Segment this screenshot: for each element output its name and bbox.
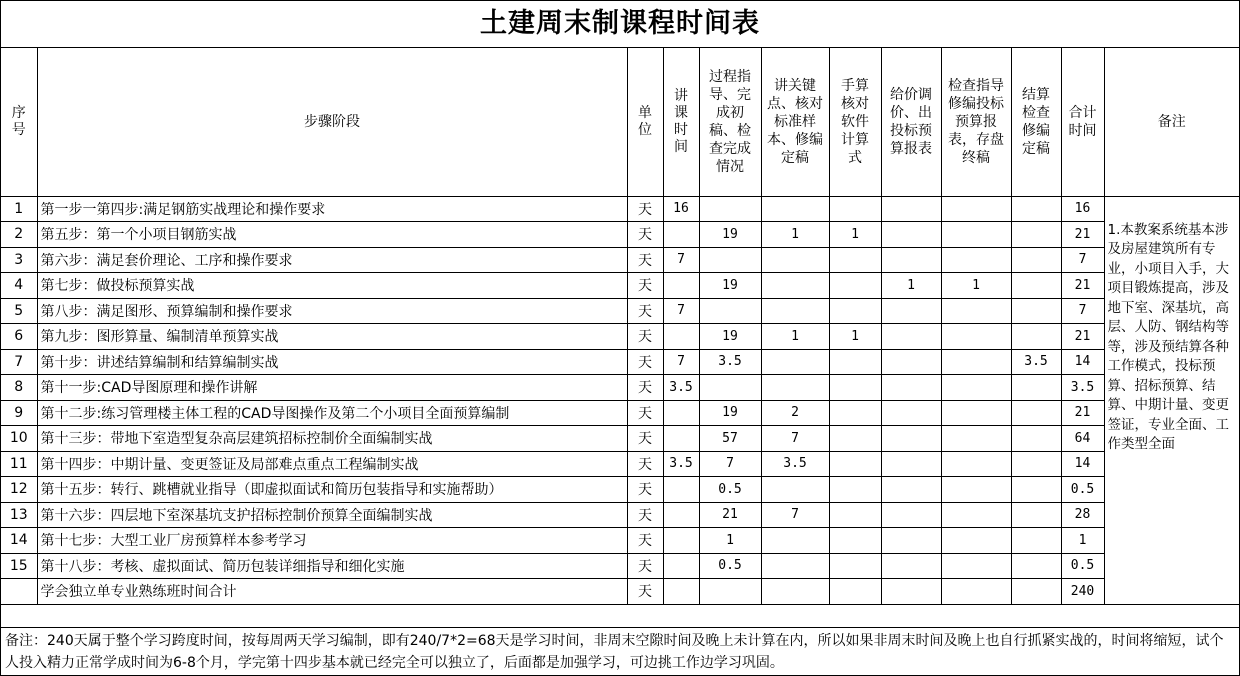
cell-total: 1 [1061, 528, 1104, 554]
cell-pricing [881, 528, 941, 554]
table-row [1, 502, 1239, 528]
cell-total: 3.5 [1061, 375, 1104, 401]
cell-settlement [1011, 553, 1061, 579]
cell-manual-check [829, 451, 881, 477]
schedule-body [1, 48, 1239, 604]
cell-step: 第十六步：四层地下室深基坑支护招标控制价预算全面编制实战 [37, 502, 627, 528]
cell-lecture-time [663, 222, 699, 248]
table-row [1, 324, 1239, 350]
cell-key-points [761, 579, 829, 605]
table-row [1, 349, 1239, 375]
cell-manual-check [829, 375, 881, 401]
cell-total: 21 [1061, 324, 1104, 350]
header-settlement: 结算检查修编定稿 [1011, 48, 1061, 196]
cell-manual-check [829, 247, 881, 273]
table-row [1, 196, 1239, 222]
cell-seq: 11 [1, 451, 37, 477]
cell-guidance: 19 [699, 400, 761, 426]
cell-guidance: 19 [699, 273, 761, 299]
cell-manual-check [829, 502, 881, 528]
cell-total: 64 [1061, 426, 1104, 452]
cell-bid-review [941, 451, 1011, 477]
cell-bid-review [941, 298, 1011, 324]
cell-guidance: 57 [699, 426, 761, 452]
cell-unit: 天 [627, 273, 663, 299]
cell-settlement [1011, 196, 1061, 222]
cell-key-points [761, 349, 829, 375]
cell-pricing [881, 298, 941, 324]
cell-settlement [1011, 528, 1061, 554]
cell-key-points [761, 477, 829, 503]
cell-unit: 天 [627, 298, 663, 324]
cell-total: 21 [1061, 400, 1104, 426]
cell-seq: 7 [1, 349, 37, 375]
cell-seq: 12 [1, 477, 37, 503]
cell-lecture-time [663, 528, 699, 554]
cell-key-points [761, 273, 829, 299]
cell-key-points: 7 [761, 502, 829, 528]
cell-step: 第十四步：中期计量、变更签证及局部难点重点工程编制实战 [37, 451, 627, 477]
cell-unit: 天 [627, 196, 663, 222]
header-unit: 单位 [627, 48, 663, 196]
cell-guidance: 21 [699, 502, 761, 528]
cell-pricing [881, 324, 941, 350]
cell-total: 240 [1061, 579, 1104, 605]
table-row [1, 400, 1239, 426]
cell-total: 14 [1061, 451, 1104, 477]
cell-key-points [761, 247, 829, 273]
cell-seq [1, 579, 37, 605]
cell-guidance: 3.5 [699, 349, 761, 375]
cell-seq: 14 [1, 528, 37, 554]
cell-pricing [881, 375, 941, 401]
cell-total: 21 [1061, 273, 1104, 299]
cell-step: 第九步：图形算量、编制清单预算实战 [37, 324, 627, 350]
cell-unit: 天 [627, 247, 663, 273]
cell-pricing [881, 579, 941, 605]
cell-guidance [699, 196, 761, 222]
cell-step: 第七步：做投标预算实战 [37, 273, 627, 299]
cell-seq: 10 [1, 426, 37, 452]
cell-lecture-time [663, 502, 699, 528]
cell-bid-review [941, 222, 1011, 248]
header-key-points: 讲关键点、核对标准样本、修编定稿 [761, 48, 829, 196]
cell-pricing [881, 196, 941, 222]
cell-unit: 天 [627, 222, 663, 248]
cell-settlement [1011, 400, 1061, 426]
cell-key-points: 3.5 [761, 451, 829, 477]
cell-total: 7 [1061, 298, 1104, 324]
cell-bid-review [941, 247, 1011, 273]
cell-lecture-time: 3.5 [663, 451, 699, 477]
cell-guidance: 19 [699, 222, 761, 248]
table-row [1, 298, 1239, 324]
table-row [1, 426, 1239, 452]
cell-lecture-time [663, 579, 699, 605]
cell-pricing [881, 349, 941, 375]
header-lecture-time: 讲课时间 [663, 48, 699, 196]
cell-manual-check [829, 298, 881, 324]
cell-guidance: 7 [699, 451, 761, 477]
cell-key-points [761, 196, 829, 222]
table-row [1, 222, 1239, 248]
cell-guidance: 0.5 [699, 477, 761, 503]
cell-pricing [881, 451, 941, 477]
cell-key-points [761, 298, 829, 324]
cell-manual-check [829, 477, 881, 503]
cell-manual-check: 1 [829, 222, 881, 248]
cell-unit: 天 [627, 553, 663, 579]
cell-guidance: 0.5 [699, 553, 761, 579]
header-note: 备注 [1104, 48, 1239, 196]
cell-lecture-time [663, 273, 699, 299]
cell-seq: 9 [1, 400, 37, 426]
cell-guidance [699, 375, 761, 401]
cell-manual-check [829, 349, 881, 375]
cell-step: 第十三步：带地下室造型复杂高层建筑招标控制价全面编制实战 [37, 426, 627, 452]
cell-guidance: 19 [699, 324, 761, 350]
cell-pricing [881, 502, 941, 528]
cell-key-points: 2 [761, 400, 829, 426]
cell-key-points [761, 528, 829, 554]
table-row [1, 477, 1239, 503]
cell-settlement [1011, 477, 1061, 503]
cell-lecture-time [663, 553, 699, 579]
cell-bid-review [941, 375, 1011, 401]
cell-bid-review [941, 579, 1011, 605]
cell-seq: 1 [1, 196, 37, 222]
cell-step: 第六步：满足套价理论、工序和操作要求 [37, 247, 627, 273]
cell-pricing [881, 247, 941, 273]
table-row [1, 579, 1239, 605]
cell-key-points [761, 375, 829, 401]
cell-unit: 天 [627, 349, 663, 375]
table-row [1, 247, 1239, 273]
cell-bid-review [941, 528, 1011, 554]
cell-key-points: 7 [761, 426, 829, 452]
cell-seq: 5 [1, 298, 37, 324]
header-pricing: 给价调价、出投标预算报表 [881, 48, 941, 196]
cell-lecture-time [663, 400, 699, 426]
cell-unit: 天 [627, 477, 663, 503]
footer-note: 备注：240天属于整个学习跨度时间，按每周两天学习编制，即有240/7*2=68天是学习时间，非周末空隙时间及晚上未计算在内，所以如果非周末时间及晚上也自行抓紧实战的，时间将缩短，试个人投入精力正常学成时间为6-8个月，学完第十四步基本就已经完全可以独立了，后面都是加强学习，可边挑工作边学习巩固。 [1, 627, 1239, 675]
cell-step: 第十步：讲述结算编制和结算编制实战 [37, 349, 627, 375]
cell-pricing [881, 553, 941, 579]
cell-total: 7 [1061, 247, 1104, 273]
cell-settlement [1011, 324, 1061, 350]
cell-lecture-time [663, 426, 699, 452]
cell-unit: 天 [627, 400, 663, 426]
cell-seq: 6 [1, 324, 37, 350]
cell-lecture-time: 3.5 [663, 375, 699, 401]
cell-manual-check [829, 553, 881, 579]
cell-pricing [881, 426, 941, 452]
cell-guidance: 1 [699, 528, 761, 554]
cell-bid-review [941, 324, 1011, 350]
sheet-title: 土建周末制课程时间表 [1, 1, 1239, 48]
cell-total: 21 [1061, 222, 1104, 248]
cell-bid-review [941, 553, 1011, 579]
note-cell: 1.本教案系统基本涉及房屋建筑所有专业，小项目入手，大项目锻炼提高，涉及地下室、深基坑，高层、人防、钢结构等等，涉及预结算各种工作模式，投标预算、招标预算、结算、中期计量、变更签证，专业全面、工作类型全面 [1104, 196, 1239, 604]
cell-pricing: 1 [881, 273, 941, 299]
cell-settlement [1011, 375, 1061, 401]
cell-total: 14 [1061, 349, 1104, 375]
cell-seq: 13 [1, 502, 37, 528]
table-row [1, 553, 1239, 579]
cell-lecture-time: 7 [663, 247, 699, 273]
cell-unit: 天 [627, 502, 663, 528]
cell-step: 第八步：满足图形、预算编制和操作要求 [37, 298, 627, 324]
table-row [1, 273, 1239, 299]
cell-settlement [1011, 273, 1061, 299]
cell-bid-review [941, 502, 1011, 528]
cell-seq: 3 [1, 247, 37, 273]
cell-total: 0.5 [1061, 477, 1104, 503]
header-total: 合计时间 [1061, 48, 1104, 196]
cell-settlement [1011, 247, 1061, 273]
table-row [1, 375, 1239, 401]
cell-unit: 天 [627, 426, 663, 452]
cell-step: 第十五步：转行、跳槽就业指导（即虚拟面试和简历包装指导和实施帮助） [37, 477, 627, 503]
cell-settlement [1011, 451, 1061, 477]
header-manual-check: 手算核对软件计算式 [829, 48, 881, 196]
cell-guidance [699, 298, 761, 324]
cell-total: 28 [1061, 502, 1104, 528]
cell-manual-check: 1 [829, 324, 881, 350]
cell-unit: 天 [627, 451, 663, 477]
cell-settlement [1011, 222, 1061, 248]
cell-settlement [1011, 426, 1061, 452]
header-bid-review: 检查指导修编投标预算报表，存盘终稿 [941, 48, 1011, 196]
cell-step: 学会独立单专业熟练班时间合计 [37, 579, 627, 605]
cell-settlement: 3.5 [1011, 349, 1061, 375]
cell-unit: 天 [627, 528, 663, 554]
schedule-table [1, 48, 1239, 605]
cell-manual-check [829, 426, 881, 452]
cell-key-points [761, 553, 829, 579]
cell-seq: 8 [1, 375, 37, 401]
cell-unit: 天 [627, 375, 663, 401]
cell-guidance [699, 247, 761, 273]
cell-seq: 2 [1, 222, 37, 248]
cell-total: 16 [1061, 196, 1104, 222]
cell-settlement [1011, 579, 1061, 605]
cell-key-points: 1 [761, 222, 829, 248]
cell-lecture-time: 7 [663, 349, 699, 375]
cell-bid-review [941, 400, 1011, 426]
cell-lecture-time: 7 [663, 298, 699, 324]
cell-seq: 4 [1, 273, 37, 299]
cell-settlement [1011, 298, 1061, 324]
cell-manual-check [829, 528, 881, 554]
cell-pricing [881, 477, 941, 503]
cell-manual-check [829, 273, 881, 299]
cell-bid-review [941, 196, 1011, 222]
cell-seq: 15 [1, 553, 37, 579]
cell-step: 第一步一第四步:满足钢筋实战理论和操作要求 [37, 196, 627, 222]
cell-step: 第十七步：大型工业厂房预算样本参考学习 [37, 528, 627, 554]
cell-step: 第十一步:CAD导图原理和操作讲解 [37, 375, 627, 401]
cell-step: 第五步：第一个小项目钢筋实战 [37, 222, 627, 248]
cell-pricing [881, 222, 941, 248]
cell-manual-check [829, 400, 881, 426]
cell-bid-review [941, 349, 1011, 375]
header-seq: 序号 [1, 48, 37, 196]
header-guidance: 过程指导、完成初稿、检查完成情况 [699, 48, 761, 196]
cell-lecture-time: 16 [663, 196, 699, 222]
cell-bid-review: 1 [941, 273, 1011, 299]
cell-manual-check [829, 579, 881, 605]
cell-unit: 天 [627, 579, 663, 605]
header-step: 步骤阶段 [37, 48, 627, 196]
cell-pricing [881, 400, 941, 426]
cell-total: 0.5 [1061, 553, 1104, 579]
cell-settlement [1011, 502, 1061, 528]
cell-manual-check [829, 196, 881, 222]
header-row [1, 48, 1239, 196]
table-row [1, 528, 1239, 554]
cell-step: 第十二步:练习管理楼主体工程的CAD导图操作及第二个小项目全面预算编制 [37, 400, 627, 426]
cell-bid-review [941, 477, 1011, 503]
cell-unit: 天 [627, 324, 663, 350]
cell-lecture-time [663, 324, 699, 350]
cell-guidance [699, 579, 761, 605]
table-row [1, 451, 1239, 477]
cell-lecture-time [663, 477, 699, 503]
cell-step: 第十八步：考核、虚拟面试、简历包装详细指导和细化实施 [37, 553, 627, 579]
cell-bid-review [941, 426, 1011, 452]
cell-key-points: 1 [761, 324, 829, 350]
